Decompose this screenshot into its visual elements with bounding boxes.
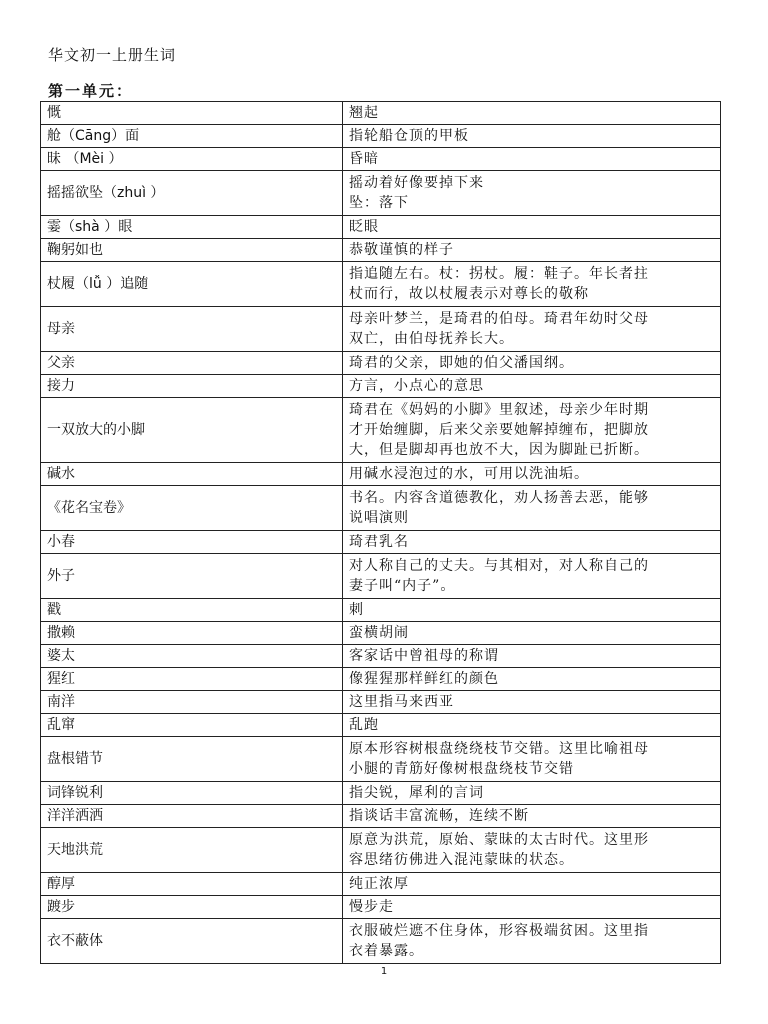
vocab-term: 洋洋洒洒 bbox=[41, 805, 343, 828]
definition-line: 容思绪彷佛进入混沌蒙昧的状态。 bbox=[349, 852, 574, 868]
vocab-definition bbox=[343, 919, 721, 964]
definition-line: 琦君的父亲，即她的伯父潘国纲。 bbox=[349, 355, 574, 371]
definition-line: 大，但是脚却再也放不大，因为脚趾已折断。 bbox=[349, 442, 649, 458]
definition-line: 母亲叶梦兰，是琦君的伯母。琦君年幼时父母 bbox=[349, 311, 649, 327]
vocab-term: 乱窜 bbox=[41, 714, 343, 737]
vocab-term: 撒赖 bbox=[41, 622, 343, 645]
vocabulary-table-body bbox=[41, 102, 721, 964]
definition-line: 小腿的青筋好像树根盘绕枝节交错 bbox=[349, 761, 574, 777]
definition-line: 纯正浓厚 bbox=[349, 876, 409, 892]
vocab-row bbox=[41, 148, 721, 171]
vocab-row bbox=[41, 805, 721, 828]
vocab-definition bbox=[343, 352, 721, 375]
vocab-row bbox=[41, 102, 721, 125]
vocab-definition bbox=[343, 782, 721, 805]
vocab-row bbox=[41, 463, 721, 486]
definition-line: 这里指马来西亚 bbox=[349, 694, 454, 710]
definition-line: 指谈话丰富流畅，连续不断 bbox=[349, 808, 529, 824]
vocab-row bbox=[41, 125, 721, 148]
vocab-term: 慨 bbox=[41, 102, 343, 125]
definition-line: 方言，小点心的意思 bbox=[349, 378, 484, 394]
definition-line: 说唱演则 bbox=[349, 510, 409, 526]
vocab-term: 小春 bbox=[41, 531, 343, 554]
vocab-row bbox=[41, 782, 721, 805]
vocab-definition bbox=[343, 486, 721, 531]
definition-line: 衣服破烂遮不住身体，形容极端贫困。这里指 bbox=[349, 923, 649, 939]
vocab-row bbox=[41, 873, 721, 896]
vocab-definition bbox=[343, 599, 721, 622]
vocab-definition bbox=[343, 873, 721, 896]
definition-line: 指轮船仓顶的甲板 bbox=[349, 128, 469, 144]
vocab-row bbox=[41, 645, 721, 668]
vocab-definition bbox=[343, 531, 721, 554]
vocab-row bbox=[41, 375, 721, 398]
vocab-row bbox=[41, 262, 721, 307]
vocab-term: 摇摇欲坠（zhuì ） bbox=[41, 171, 343, 216]
vocab-row bbox=[41, 554, 721, 599]
definition-line: 坠：落下 bbox=[349, 195, 409, 211]
vocab-definition bbox=[343, 171, 721, 216]
vocab-row bbox=[41, 171, 721, 216]
vocab-definition bbox=[343, 714, 721, 737]
vocab-term: 猩红 bbox=[41, 668, 343, 691]
vocab-term: 父亲 bbox=[41, 352, 343, 375]
definition-line: 杖而行，故以杖履表示对尊长的敬称 bbox=[349, 286, 589, 302]
vocab-definition bbox=[343, 398, 721, 463]
definition-line: 用碱水浸泡过的水，可用以洗油垢。 bbox=[349, 466, 589, 482]
vocab-definition bbox=[343, 148, 721, 171]
definition-line: 昏暗 bbox=[349, 151, 379, 167]
vocab-term: 接力 bbox=[41, 375, 343, 398]
vocab-term: 醇厚 bbox=[41, 873, 343, 896]
definition-line: 慢步走 bbox=[349, 899, 394, 915]
vocab-definition bbox=[343, 239, 721, 262]
definition-line: 刺 bbox=[349, 602, 364, 618]
definition-line: 指尖锐，犀利的言词 bbox=[349, 785, 484, 801]
definition-line: 妻子叫“内子”。 bbox=[349, 578, 456, 594]
definition-line: 琦君乳名 bbox=[349, 534, 409, 550]
definition-line: 恭敬谨慎的样子 bbox=[349, 242, 454, 258]
vocab-definition bbox=[343, 125, 721, 148]
vocab-row bbox=[41, 896, 721, 919]
definition-line: 对人称自己的丈夫。与其相对，对人称自己的 bbox=[349, 558, 649, 574]
vocab-row bbox=[41, 622, 721, 645]
section-heading: 第一单元： bbox=[48, 82, 134, 100]
vocab-row bbox=[41, 737, 721, 782]
vocab-definition bbox=[343, 622, 721, 645]
vocab-term: 天地洪荒 bbox=[41, 828, 343, 873]
vocab-term: 盘根错节 bbox=[41, 737, 343, 782]
definition-line: 原本形容树根盘绕绕枝节交错。这里比喻祖母 bbox=[349, 741, 649, 757]
vocab-term: 外子 bbox=[41, 554, 343, 599]
definition-line: 蛮横胡闹 bbox=[349, 625, 409, 641]
definition-line: 双亡，由伯母抚养长大。 bbox=[349, 331, 514, 347]
vocab-term: 昧 （Mèi ） bbox=[41, 148, 343, 171]
definition-line: 原意为洪荒，原始、蒙昧的太古时代。这里形 bbox=[349, 832, 649, 848]
vocab-definition bbox=[343, 805, 721, 828]
definition-line: 像猩猩那样鲜红的颜色 bbox=[349, 671, 499, 687]
vocab-term: 《花名宝卷》 bbox=[41, 486, 343, 531]
vocab-row bbox=[41, 307, 721, 352]
vocab-row bbox=[41, 668, 721, 691]
vocab-term: 舱（Cāng）面 bbox=[41, 125, 343, 148]
vocab-term: 鞠躬如也 bbox=[41, 239, 343, 262]
vocab-term: 踱步 bbox=[41, 896, 343, 919]
definition-line: 指追随左右。杖：拐杖。履：鞋子。年长者拄 bbox=[349, 266, 649, 282]
vocab-definition bbox=[343, 737, 721, 782]
definition-line: 才开始缠脚，后来父亲要她解掉缠布，把脚放 bbox=[349, 422, 649, 438]
definition-line: 书名。内容含道德教化，劝人扬善去恶，能够 bbox=[349, 490, 649, 506]
vocab-row bbox=[41, 714, 721, 737]
vocab-row bbox=[41, 352, 721, 375]
definition-line: 衣着暴露。 bbox=[349, 943, 424, 959]
vocab-row bbox=[41, 691, 721, 714]
vocab-row bbox=[41, 398, 721, 463]
definition-line: 眨眼 bbox=[349, 219, 379, 235]
vocab-definition bbox=[343, 645, 721, 668]
vocabulary-table bbox=[40, 101, 721, 964]
vocab-definition bbox=[343, 828, 721, 873]
vocab-row bbox=[41, 599, 721, 622]
definition-line: 摇动着好像要掉下来 bbox=[349, 175, 484, 191]
vocab-term: 婆太 bbox=[41, 645, 343, 668]
vocab-term: 一双放大的小脚 bbox=[41, 398, 343, 463]
vocab-row bbox=[41, 828, 721, 873]
vocab-definition bbox=[343, 307, 721, 352]
definition-line: 客家话中曾祖母的称谓 bbox=[349, 648, 499, 664]
page-number: 1 bbox=[380, 966, 388, 977]
vocab-definition bbox=[343, 216, 721, 239]
vocab-definition bbox=[343, 375, 721, 398]
vocab-definition bbox=[343, 668, 721, 691]
definition-line: 乱跑 bbox=[349, 717, 379, 733]
vocab-term: 杖履（lǚ ）追随 bbox=[41, 262, 343, 307]
vocab-term: 衣不蔽体 bbox=[41, 919, 343, 964]
vocab-row bbox=[41, 531, 721, 554]
definition-line: 琦君在《妈妈的小脚》里叙述，母亲少年时期 bbox=[349, 402, 649, 418]
document-title: 华文初一上册生词 bbox=[48, 46, 177, 64]
vocab-row bbox=[41, 216, 721, 239]
vocab-row bbox=[41, 239, 721, 262]
vocab-definition bbox=[343, 896, 721, 919]
vocab-term: 碱水 bbox=[41, 463, 343, 486]
vocab-term: 母亲 bbox=[41, 307, 343, 352]
vocab-row bbox=[41, 919, 721, 964]
vocab-term: 词锋锐利 bbox=[41, 782, 343, 805]
vocab-definition bbox=[343, 102, 721, 125]
definition-line: 翘起 bbox=[349, 105, 379, 121]
vocab-definition bbox=[343, 554, 721, 599]
vocab-row bbox=[41, 486, 721, 531]
vocab-term: 南洋 bbox=[41, 691, 343, 714]
vocab-definition bbox=[343, 463, 721, 486]
vocab-term: 霎（shà ）眼 bbox=[41, 216, 343, 239]
vocab-definition bbox=[343, 262, 721, 307]
vocab-definition bbox=[343, 691, 721, 714]
vocab-term: 戳 bbox=[41, 599, 343, 622]
